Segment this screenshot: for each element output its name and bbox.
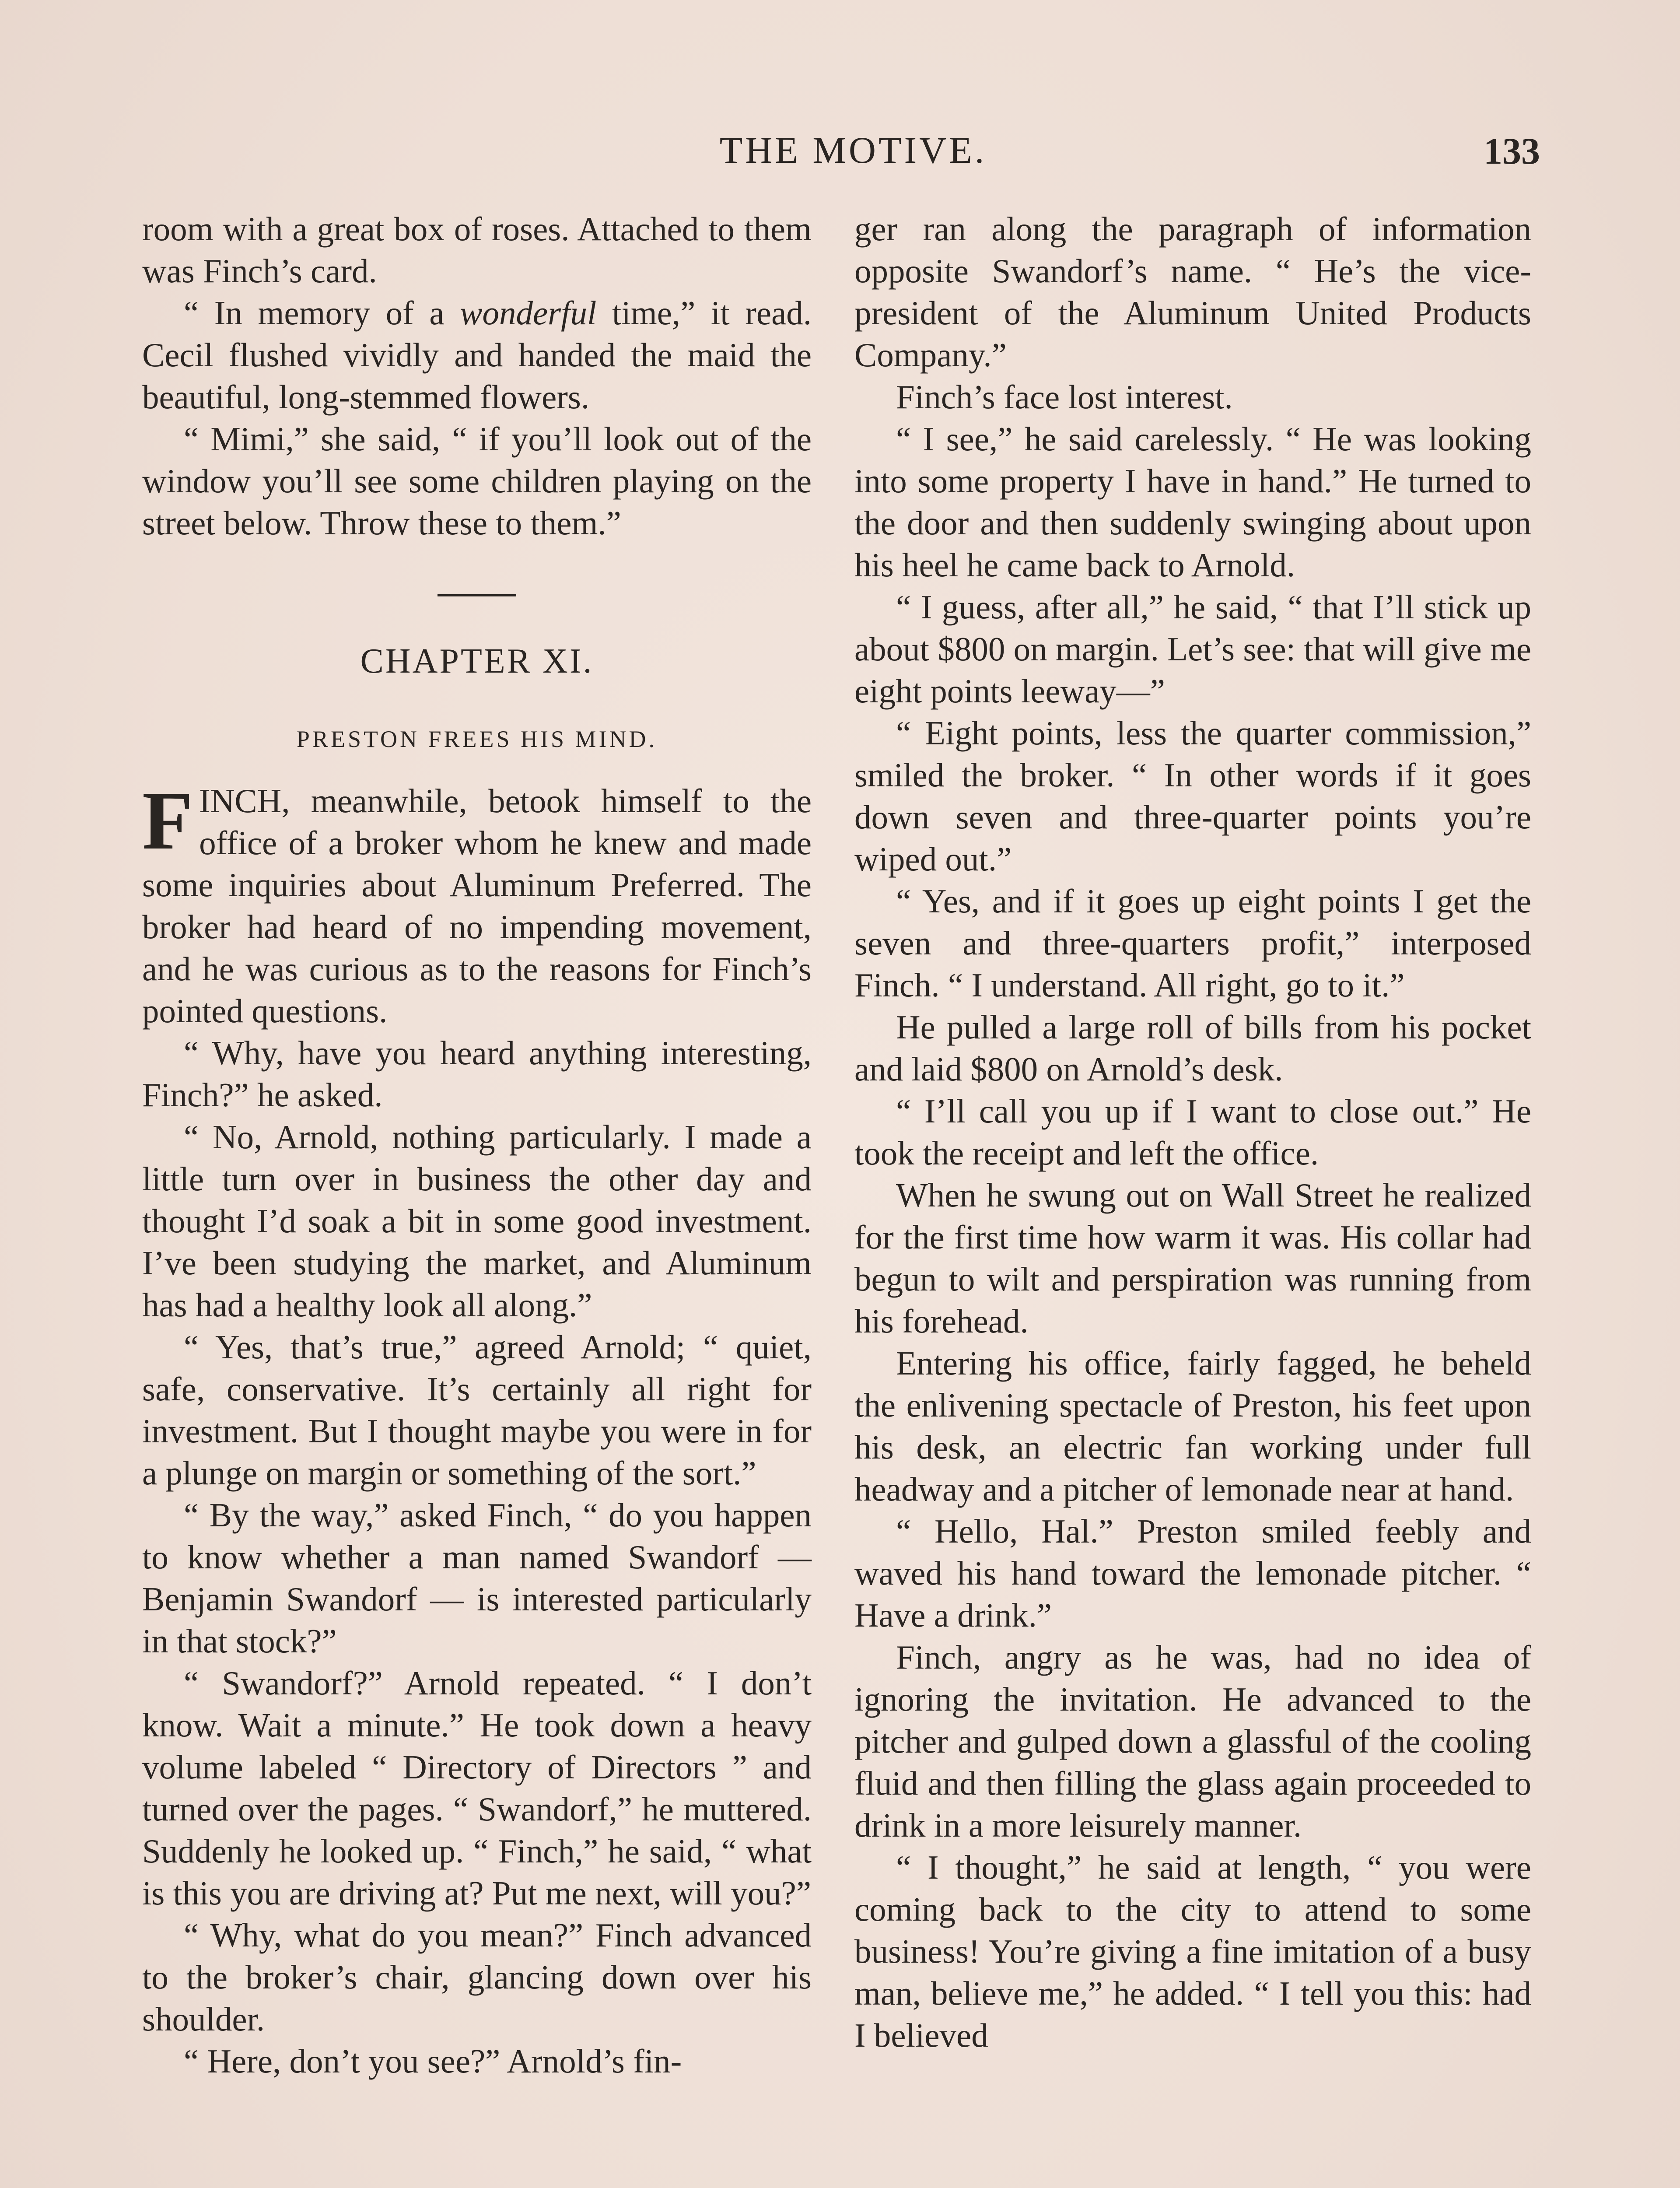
paragraph: “ Hello, Hal.” Preston smiled feebly and waved his hand toward the lemonade pitcher. “ Have a drink.” xyxy=(854,1512,1531,1634)
emphasis-text: wonderful xyxy=(460,294,597,332)
paragraph: “ Here, don’t you see?” Arnold’s fin- xyxy=(184,2042,682,2080)
paragraph: Finch, angry as he was, had no idea of ignoring the invitation. He advanced to the pitcher and gulped down a glassful of the cooling fluid and then filling the glass again proceeded to drink in a more leisurely manner. xyxy=(854,1638,1531,1844)
paragraph: “ I thought,” he said at length, “ you were coming back to the city to attend to some business! You’re giving a fine imitation of a busy man, believe me,” he added. “ I tell you this: had I believed xyxy=(854,1848,1531,2054)
left-column xyxy=(142,208,812,2082)
paragraph: He pulled a large roll of bills from his pocket and laid $800 on Arnold’s desk. xyxy=(854,1008,1531,1088)
section-divider xyxy=(438,594,516,596)
paragraph: “ I’ll call you up if I want to close out.” He took the receipt and left the office. xyxy=(854,1092,1531,1172)
chapter-subtitle: PRESTON FREES HIS MIND. xyxy=(296,726,658,752)
paragraph: “ Eight points, less the quarter commission,” smiled the broker. “ In other words if it goes down seven and three-quarter points you’re wiped out.” xyxy=(854,714,1531,878)
paragraph: “ Mimi,” she said, “ if you’ll look out of the window you’ll see some children playing on the street below. Throw these to them.” xyxy=(142,420,812,542)
paragraph: room with a great box of roses. Attached to them was Finch’s card. xyxy=(142,210,812,290)
paragraph: “ Yes, that’s true,” agreed Arnold; “ quiet, safe, conservative. It’s certainly all right for investment. But I thought maybe you were in for a plunge on margin or something of the sort.” xyxy=(142,1328,812,1492)
paragraph: “ Swandorf?” Arnold repeated. “ I don’t know. Wait a minute.” He took down a heavy volume labeled “ Directory of Directors ” and turned over the pages. “ Swandorf,” he muttered. Suddenly he looked up. “ Finch,” he said, “ what is this you are driving at? Put me next, will you?” xyxy=(142,1664,812,1912)
paragraph: Entering his office, fairly fagged, he beheld the enlivening spectacle of Preston, his feet upon his desk, an electric fan working under full headway and a pitcher of lemonade near at hand. xyxy=(854,1344,1531,1508)
running-title: THE MOTIVE. xyxy=(719,129,987,171)
paragraph-text: “ In memory of a xyxy=(184,294,460,332)
paragraph-text: time,” it read. Cecil flushed vividly and handed the maid the beautiful, long-stemmed flowers. xyxy=(142,294,812,416)
paragraph: Finch’s face lost interest. xyxy=(896,378,1233,416)
paragraph: “ Yes, and if it goes up eight points I get the seven and three-quarters profit,” interposed Finch. “ I understand. All right, go to it.” xyxy=(854,882,1531,1004)
chapter-opening-paragraph xyxy=(142,775,812,1032)
paragraph: “ Why, what do you mean?” Finch advanced to the broker’s chair, glancing down over his shoulder. xyxy=(142,1916,812,2038)
right-column xyxy=(854,208,1531,2056)
chapter-title: CHAPTER XI. xyxy=(360,642,594,680)
paragraph: When he swung out on Wall Street he realized for the first time how warm it was. His collar had begun to wilt and perspiration was running from his forehead. xyxy=(854,1176,1531,1340)
paragraph: “ By the way,” asked Finch, “ do you happen to know whether a man named Swandorf — Benjamin Swandorf — is interested particularly in that stock?” xyxy=(142,1496,812,1660)
paragraph: “ I see,” he said carelessly. “ He was looking into some property I have in hand.” He turned to the door and then suddenly swinging about upon his heel he came back to Arnold. xyxy=(854,420,1531,584)
paragraph-text: INCH, meanwhile, betook himself to the office of a broker whom he knew and made some inquiries about Aluminum Preferred. The broker had heard of no impending movement, and he was curious as to the reasons for Finch’s pointed questions. xyxy=(142,782,812,1030)
paragraph: “ Why, have you heard anything interesting, Finch?” he asked. xyxy=(142,1034,812,1114)
paragraph: “ No, Arnold, nothing particularly. I made a little turn over in business the other day and thought I’d soak a bit in some good investment. I’ve been studying the market, and Aluminum has had a healthy look all along.” xyxy=(142,1118,812,1324)
page-number: 133 xyxy=(1484,130,1540,172)
paragraph: ger ran along the paragraph of information opposite Swandorf’s name. “ He’s the vice-president of the Aluminum United Products Company.” xyxy=(854,210,1531,374)
paragraph-memory xyxy=(142,292,812,418)
drop-cap: F xyxy=(142,775,193,867)
paragraph: “ I guess, after all,” he said, “ that I’ll stick up about $800 on margin. Let’s see: that will give me eight points leeway—” xyxy=(854,588,1531,710)
